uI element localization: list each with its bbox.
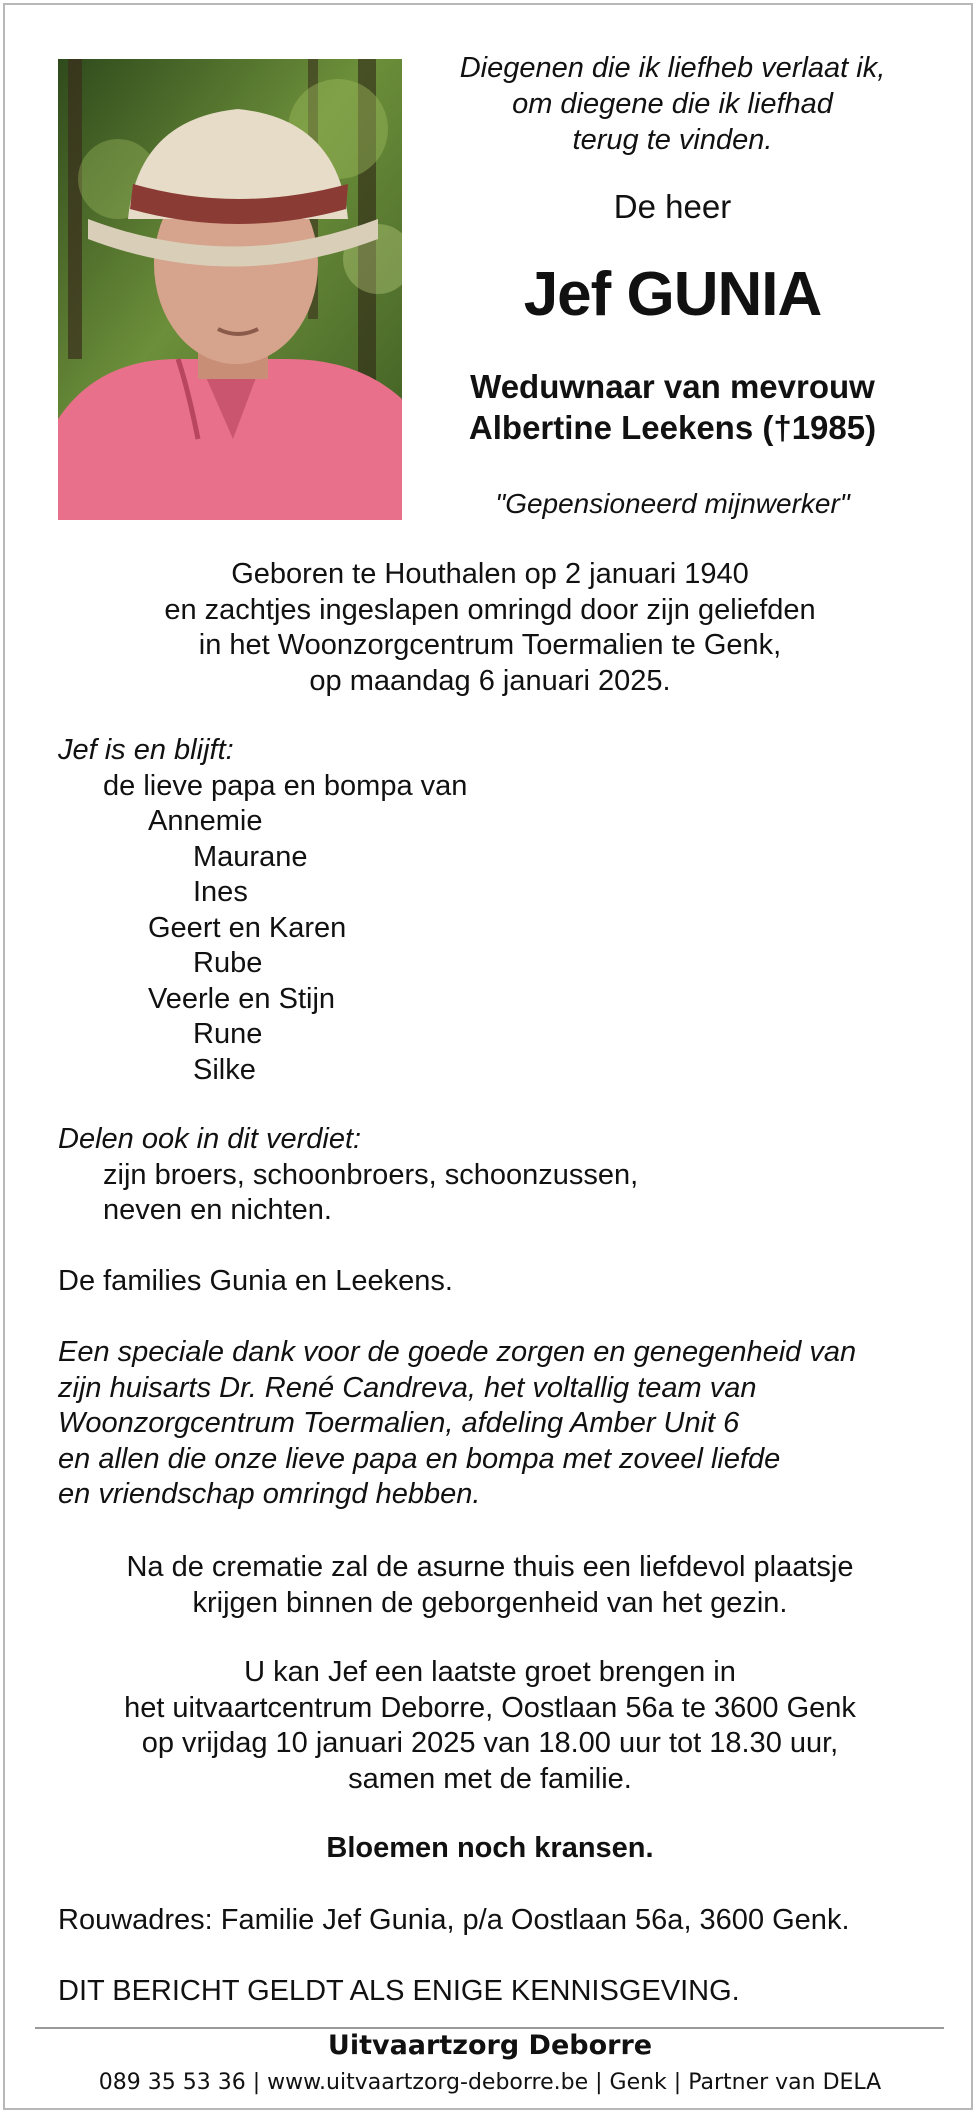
widower-line: Weduwnaar van mevrouw bbox=[470, 368, 875, 405]
sharing-paragraph bbox=[58, 1122, 938, 1229]
families-line: De families Gunia en Leekens. bbox=[58, 1265, 453, 1297]
child-name: Geert en Karen bbox=[148, 911, 347, 944]
thanks-line: en allen die onze lieve papa en bompa met zoveel liefde bbox=[58, 1442, 781, 1475]
family-intro: de lieve papa en bompa van bbox=[103, 769, 468, 802]
birth-death-line: in het Woonzorgcentrum Toermalien te Genk, bbox=[198, 629, 782, 661]
thanks-line: zijn huisarts Dr. René Candreva, het voltallig team van bbox=[58, 1371, 757, 1404]
birth-death-line: op maandag 6 januari 2025. bbox=[309, 664, 671, 697]
poem-line: Diegenen die ik liefheb verlaat ik, bbox=[459, 52, 886, 84]
family-list bbox=[58, 733, 938, 1088]
grandchild-name: Rube bbox=[193, 947, 263, 979]
visitation-line: samen met de familie. bbox=[348, 1762, 632, 1795]
thanks-line: Een speciale dank voor de goede zorgen en genegenheid van bbox=[58, 1336, 857, 1368]
visitation-line: het uitvaartcentrum Deborre, Oostlaan 56a te 3600 Genk bbox=[124, 1691, 856, 1724]
thanks-line: Woonzorgcentrum Toermalien, afdeling Amber Unit 6 bbox=[58, 1407, 740, 1439]
deceased-name: Jef GUNIA bbox=[523, 260, 822, 329]
poem-line: terug te vinden. bbox=[572, 124, 773, 156]
portrait-illustration bbox=[58, 59, 402, 520]
cremation-line: krijgen binnen de geborgenheid van het gezin. bbox=[192, 1586, 788, 1619]
portrait-photo bbox=[58, 59, 402, 520]
birth-death-line: Geboren te Houthalen op 2 januari 1940 bbox=[231, 558, 749, 590]
grandchild-name: Ines bbox=[193, 876, 248, 908]
grandchild-name: Silke bbox=[193, 1053, 256, 1086]
visitation-line: op vrijdag 10 januari 2025 van 18.00 uur tot 18.30 uur, bbox=[141, 1727, 839, 1759]
occupation: "Gepensioneerd mijnwerker" bbox=[495, 488, 850, 519]
flowers-notice: Bloemen noch kransen. bbox=[326, 1832, 654, 1864]
birth-death-line: en zachtjes ingeslapen omringd door zijn geliefden bbox=[164, 593, 816, 626]
cremation-paragraph bbox=[0, 1550, 980, 1621]
sharing-line: zijn broers, schoonbroers, schoonzussen, bbox=[103, 1158, 639, 1191]
grandchild-name: Rune bbox=[193, 1018, 263, 1050]
notice-statement: DIT BERICHT GELDT ALS ENIGE KENNISGEVING. bbox=[58, 1975, 740, 2007]
birth-death-paragraph bbox=[0, 557, 980, 699]
visitation-paragraph bbox=[0, 1655, 980, 1797]
sharing-line: neven en nichten. bbox=[103, 1194, 332, 1226]
thanks-paragraph bbox=[58, 1335, 938, 1513]
thanks-line: en vriendschap omringd hebben. bbox=[58, 1478, 481, 1510]
poem-line: om diegene die ik liefhad bbox=[512, 88, 833, 120]
funeral-home-contact: 089 35 53 36 | www.uitvaartzorg-deborre.be | Genk | Partner van DELA bbox=[98, 2070, 882, 2095]
family-heading: Jef is en blijft: bbox=[58, 734, 234, 766]
funeral-home-name: Uitvaartzorg Deborre bbox=[327, 2030, 653, 2061]
widower-statement bbox=[415, 366, 930, 448]
grandchild-name: Maurane bbox=[193, 840, 308, 873]
child-name: Annemie bbox=[148, 805, 263, 837]
cremation-line: Na de crematie zal de asurne thuis een liefdevol plaatsje bbox=[126, 1551, 854, 1583]
salutation: De heer bbox=[613, 188, 732, 225]
child-name: Veerle en Stijn bbox=[148, 982, 336, 1015]
opening-poem bbox=[415, 50, 930, 158]
mourning-address: Rouwadres: Familie Jef Gunia, p/a Oostlaan 56a, 3600 Genk. bbox=[58, 1904, 850, 1936]
sharing-heading: Delen ook in dit verdiet: bbox=[58, 1123, 362, 1155]
visitation-line: U kan Jef een laatste groet brengen in bbox=[244, 1656, 736, 1688]
widower-line: Albertine Leekens (†1985) bbox=[468, 409, 877, 446]
